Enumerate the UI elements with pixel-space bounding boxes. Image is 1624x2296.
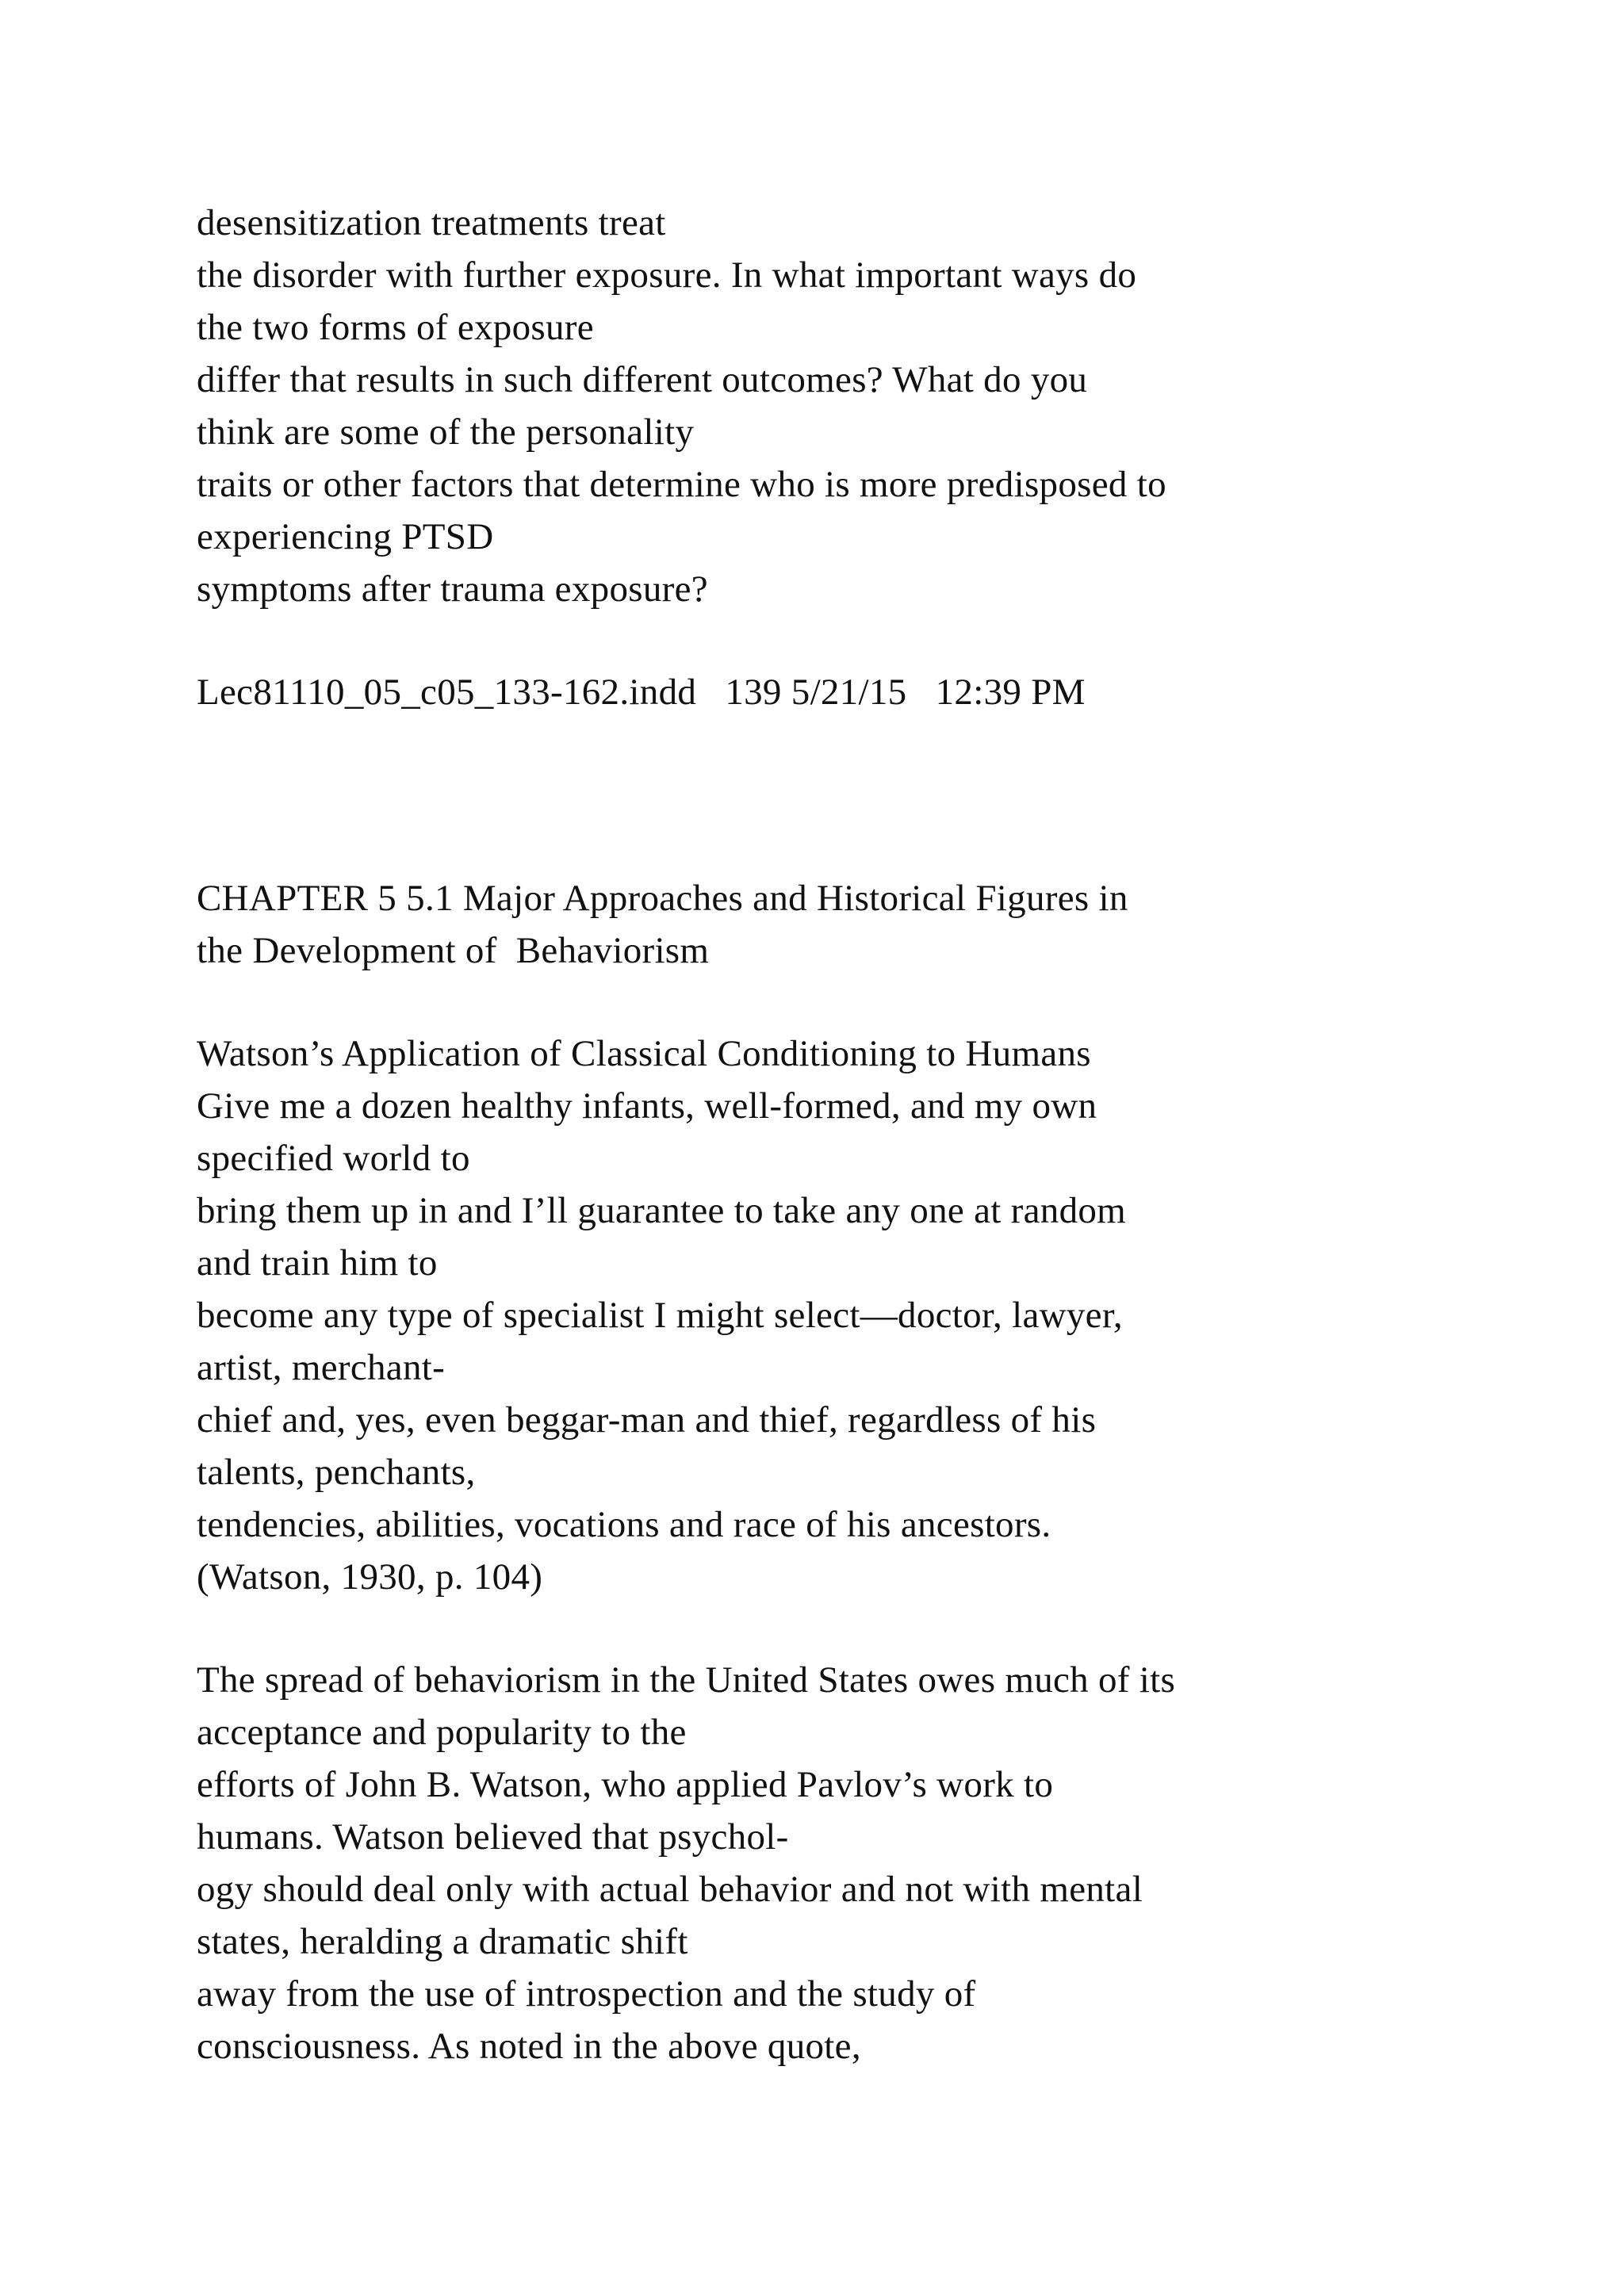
discussion-question-paragraph [197, 197, 1545, 615]
text-line: CHAPTER 5 5.1 Major Approaches and Historical Figures in [197, 878, 1128, 919]
text-line: symptoms after trauma exposure? [197, 568, 708, 610]
print-slug-line [197, 666, 1545, 718]
text-line: desensitization treatments treat [197, 202, 666, 243]
text-line: states, heralding a dramatic shift [197, 1921, 688, 1962]
body-paragraph [197, 1654, 1545, 2072]
text-line: specified world to [197, 1138, 470, 1179]
text-line: ogy should deal only with actual behavior and not with mental [197, 1869, 1143, 1910]
text-line: efforts of John B. Watson, who applied Pavlov’s work to [197, 1764, 1054, 1805]
text-line: The spread of behaviorism in the United States owes much of its [197, 1659, 1176, 1701]
text-line: the Development of Behaviorism [197, 930, 710, 971]
chapter-heading [197, 872, 1545, 977]
text-line: differ that results in such different outcomes? What do you [197, 359, 1088, 400]
text-line: the disorder with further exposure. In what important ways do [197, 254, 1137, 296]
text-line: acceptance and popularity to the [197, 1712, 687, 1753]
text-line: humans. Watson believed that psychol- [197, 1816, 789, 1858]
text-line: the two forms of exposure [197, 307, 594, 348]
text-line: Give me a dozen healthy infants, well-formed, and my own [197, 1085, 1097, 1127]
text-line: think are some of the personality [197, 411, 695, 453]
text-line: tendencies, abilities, vocations and race of his ancestors. [197, 1504, 1051, 1545]
text-line: experiencing PTSD [197, 516, 494, 557]
quote-citation: (Watson, 1930, p. 104) [197, 1556, 543, 1598]
text-line: traits or other factors that determine who is more predisposed to [197, 464, 1166, 505]
section-and-quote-paragraph [197, 1027, 1545, 1603]
text-line: and train him to [197, 1242, 438, 1284]
text-line: chief and, yes, even beggar-man and thief, regardless of his [197, 1399, 1097, 1441]
text-line: become any type of specialist I might select—doctor, lawyer, [197, 1295, 1123, 1336]
text-line: bring them up in and I’ll guarantee to take any one at random [197, 1190, 1127, 1231]
section-title: Watson’s Application of Classical Conditioning to Humans [197, 1033, 1091, 1074]
text-line: Lec81110_05_c05_133-162.indd 139 5/21/15 12:39 PM [197, 672, 1086, 713]
text-line: artist, merchant- [197, 1347, 446, 1388]
text-line: away from the use of introspection and the study of [197, 1973, 976, 2015]
text-line: consciousness. As noted in the above quote, [197, 2026, 861, 2067]
text-line: talents, penchants, [197, 1452, 476, 1493]
